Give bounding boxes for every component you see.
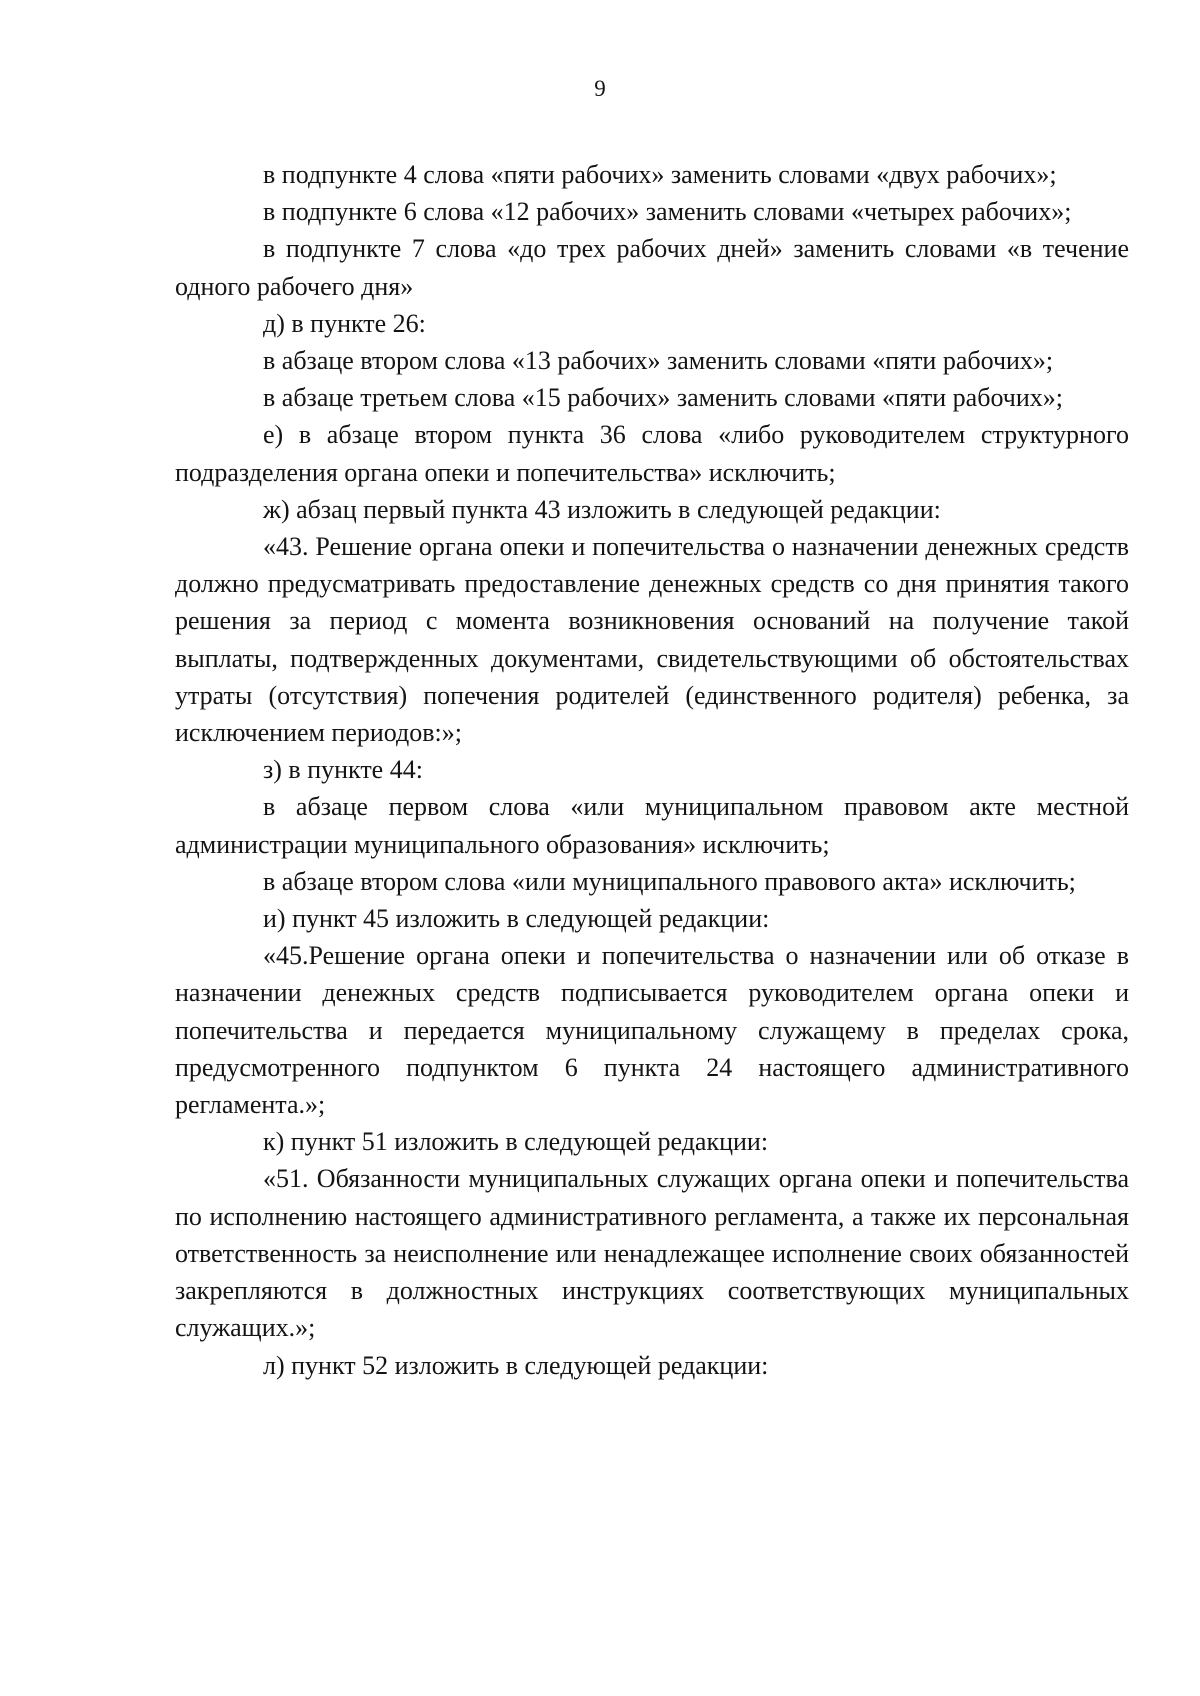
paragraph-clause-43: «43. Решение органа опеки и попечительства о назначении денежных средств должно предусматривать предоставление денежных средств со дня принятия такого решения за период с момента возникновения оснований на получение такой выплаты, подтвержденных документами, свидетельствующими об обстоятельствах утраты (отсутствия) попечения родителей (единственного родителя) ребенка, за исключением периодов:»; [175,532,1129,748]
paragraph-first-clause-44: в абзаце первом слова «или муниципальном правовом акте местной администрации муниципального образования» исключить; [175,792,1129,859]
page-number: 9 [594,76,606,101]
paragraph-subpoint-4: в подпункте 4 слова «пяти рабочих» заменить словами «двух рабочих»; [263,160,1057,189]
paragraph-clause-45: «45.Решение органа опеки и попечительства о назначении или об отказе в назначении денежных средств подписывается руководителем органа опеки и попечительства и передается муниципальному служащему в пределах срока, предусмотренного подпунктом 6 пункта 24 настоящего административного регламента.»; [175,941,1129,1120]
paragraph-subpoint-6: в подпункте 6 слова «12 рабочих» заменить словами «четырех рабочих»; [263,197,1072,227]
paragraph-item-z: з) в пункте 44: [263,755,423,785]
paragraph-subpoint-7: в подпункте 7 слова «до трех рабочих дней» заменить словами «в течение одного рабочего дня» [175,234,1129,301]
paragraph-third-clause: в абзаце третьем слова «15 рабочих» заменить словами «пяти рабочих»; [263,383,1063,413]
paragraph-item-zh: ж) абзац первый пункта 43 изложить в следующей редакции: [263,494,941,524]
paragraph-item-i: и) пункт 45 изложить в следующей редакции: [263,904,770,934]
paragraph-second-clause: в абзаце втором слова «13 рабочих» заменить словами «пяти рабочих»; [263,346,1054,376]
paragraph-item-e: е) в абзаце втором пункта 36 слова «либо руководителем структурного подразделения органа опеки и попечительства» исключить; [175,420,1129,487]
paragraph-item-l: л) пункт 52 изложить в следующей редакции: [263,1350,769,1380]
paragraph-second-clause-44: в абзаце втором слова «или муниципального правового акта» исключить; [263,866,1076,896]
paragraph-item-d: д) в пункте 26: [263,308,426,338]
document-body [175,156,1129,1384]
paragraph-clause-51: «51. Обязанности муниципальных служащих органа опеки и попечительства по исполнению настоящего административного регламента, а также их персональная ответственность за неисполнение или ненадлежащее исполнение своих обязанностей закрепляются в должностных инструкциях соответствующих муниципальных служащих.»; [175,1164,1129,1343]
paragraph-item-k: к) пункт 51 изложить в следующей редакции: [263,1127,769,1157]
